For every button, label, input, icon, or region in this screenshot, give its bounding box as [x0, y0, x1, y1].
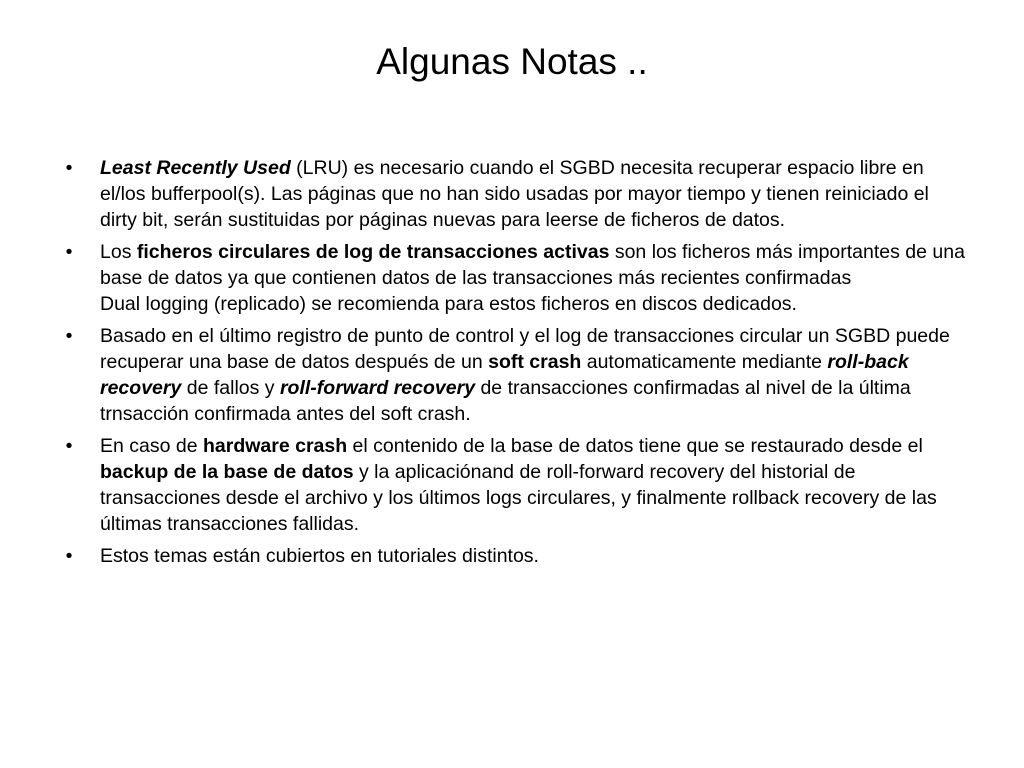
slide-title: Algunas Notas ..: [376, 41, 648, 82]
bullet-text-segment: roll-forward recovery: [279, 377, 476, 399]
bullet-item: [65, 155, 970, 233]
bullet-item: [65, 323, 970, 427]
bullet-text-segment: hardware crash: [202, 435, 348, 457]
bullet-text-segment: automaticamente mediante: [581, 351, 828, 373]
bullet-item: [65, 433, 970, 537]
bullet-text-segment: son los ficheros más importantes de una base de datos ya que contienen datos de las transacciones más recientes confirmadas: [100, 241, 965, 289]
bullet-text-segment: y la aplicaciónand de roll-forward recovery del historial de transacciones desde el archivo y los últimos logs circulares, y finalmente rollback recovery de las últimas transacciones fallidas.: [100, 461, 937, 535]
bullet-item: [65, 543, 970, 569]
bullet-text-segment: de transacciones confirmadas al nivel de la última trnsacción confirmada antes del soft crash.: [100, 377, 911, 425]
bullet-text-segment: Los: [100, 241, 137, 263]
bullet-text-segment: Dual logging (replicado) se recomienda para estos ficheros en discos dedicados.: [100, 293, 797, 315]
bullet-marker: •: [65, 157, 73, 179]
bullet-text-segment: (LRU) es necesario cuando el SGBD necesita recuperar espacio libre en el/los bufferpool(s). Las páginas que no han sido usadas por mayor tiempo y tienen reiniciado el dirty bit, serán sustituidas por páginas nuevas para leerse de ficheros de datos.: [100, 157, 929, 231]
bullet-text-segment: backup de la base de datos: [100, 461, 354, 483]
bullet-text-segment: el contenido de la base de datos tiene que se restaurado desde el: [347, 435, 923, 457]
bullet-marker: •: [65, 545, 73, 567]
bullet-list: [65, 155, 970, 575]
bullet-text-segment: En caso de: [100, 435, 203, 457]
bullet-text-segment: Basado en el último registro de punto de control y el log de transacciones circular un SGBD puede recuperar una base de datos después de un: [100, 325, 950, 373]
bullet-text-segment: ficheros circulares de log de transacciones activas: [136, 241, 610, 263]
bullet-text-segment: roll-back recovery: [100, 351, 909, 399]
bullet-text-segment: Estos temas están cubiertos en tutoriales distintos.: [100, 545, 539, 567]
bullet-text-segment: Least Recently Used: [100, 157, 291, 179]
bullet-item: [65, 239, 970, 317]
bullet-text-segment: soft crash: [488, 351, 582, 373]
bullet-marker: •: [65, 241, 73, 263]
bullet-text-segment: de fallos y: [181, 377, 280, 399]
bullet-marker: •: [65, 325, 73, 347]
bullet-marker: •: [65, 435, 73, 457]
